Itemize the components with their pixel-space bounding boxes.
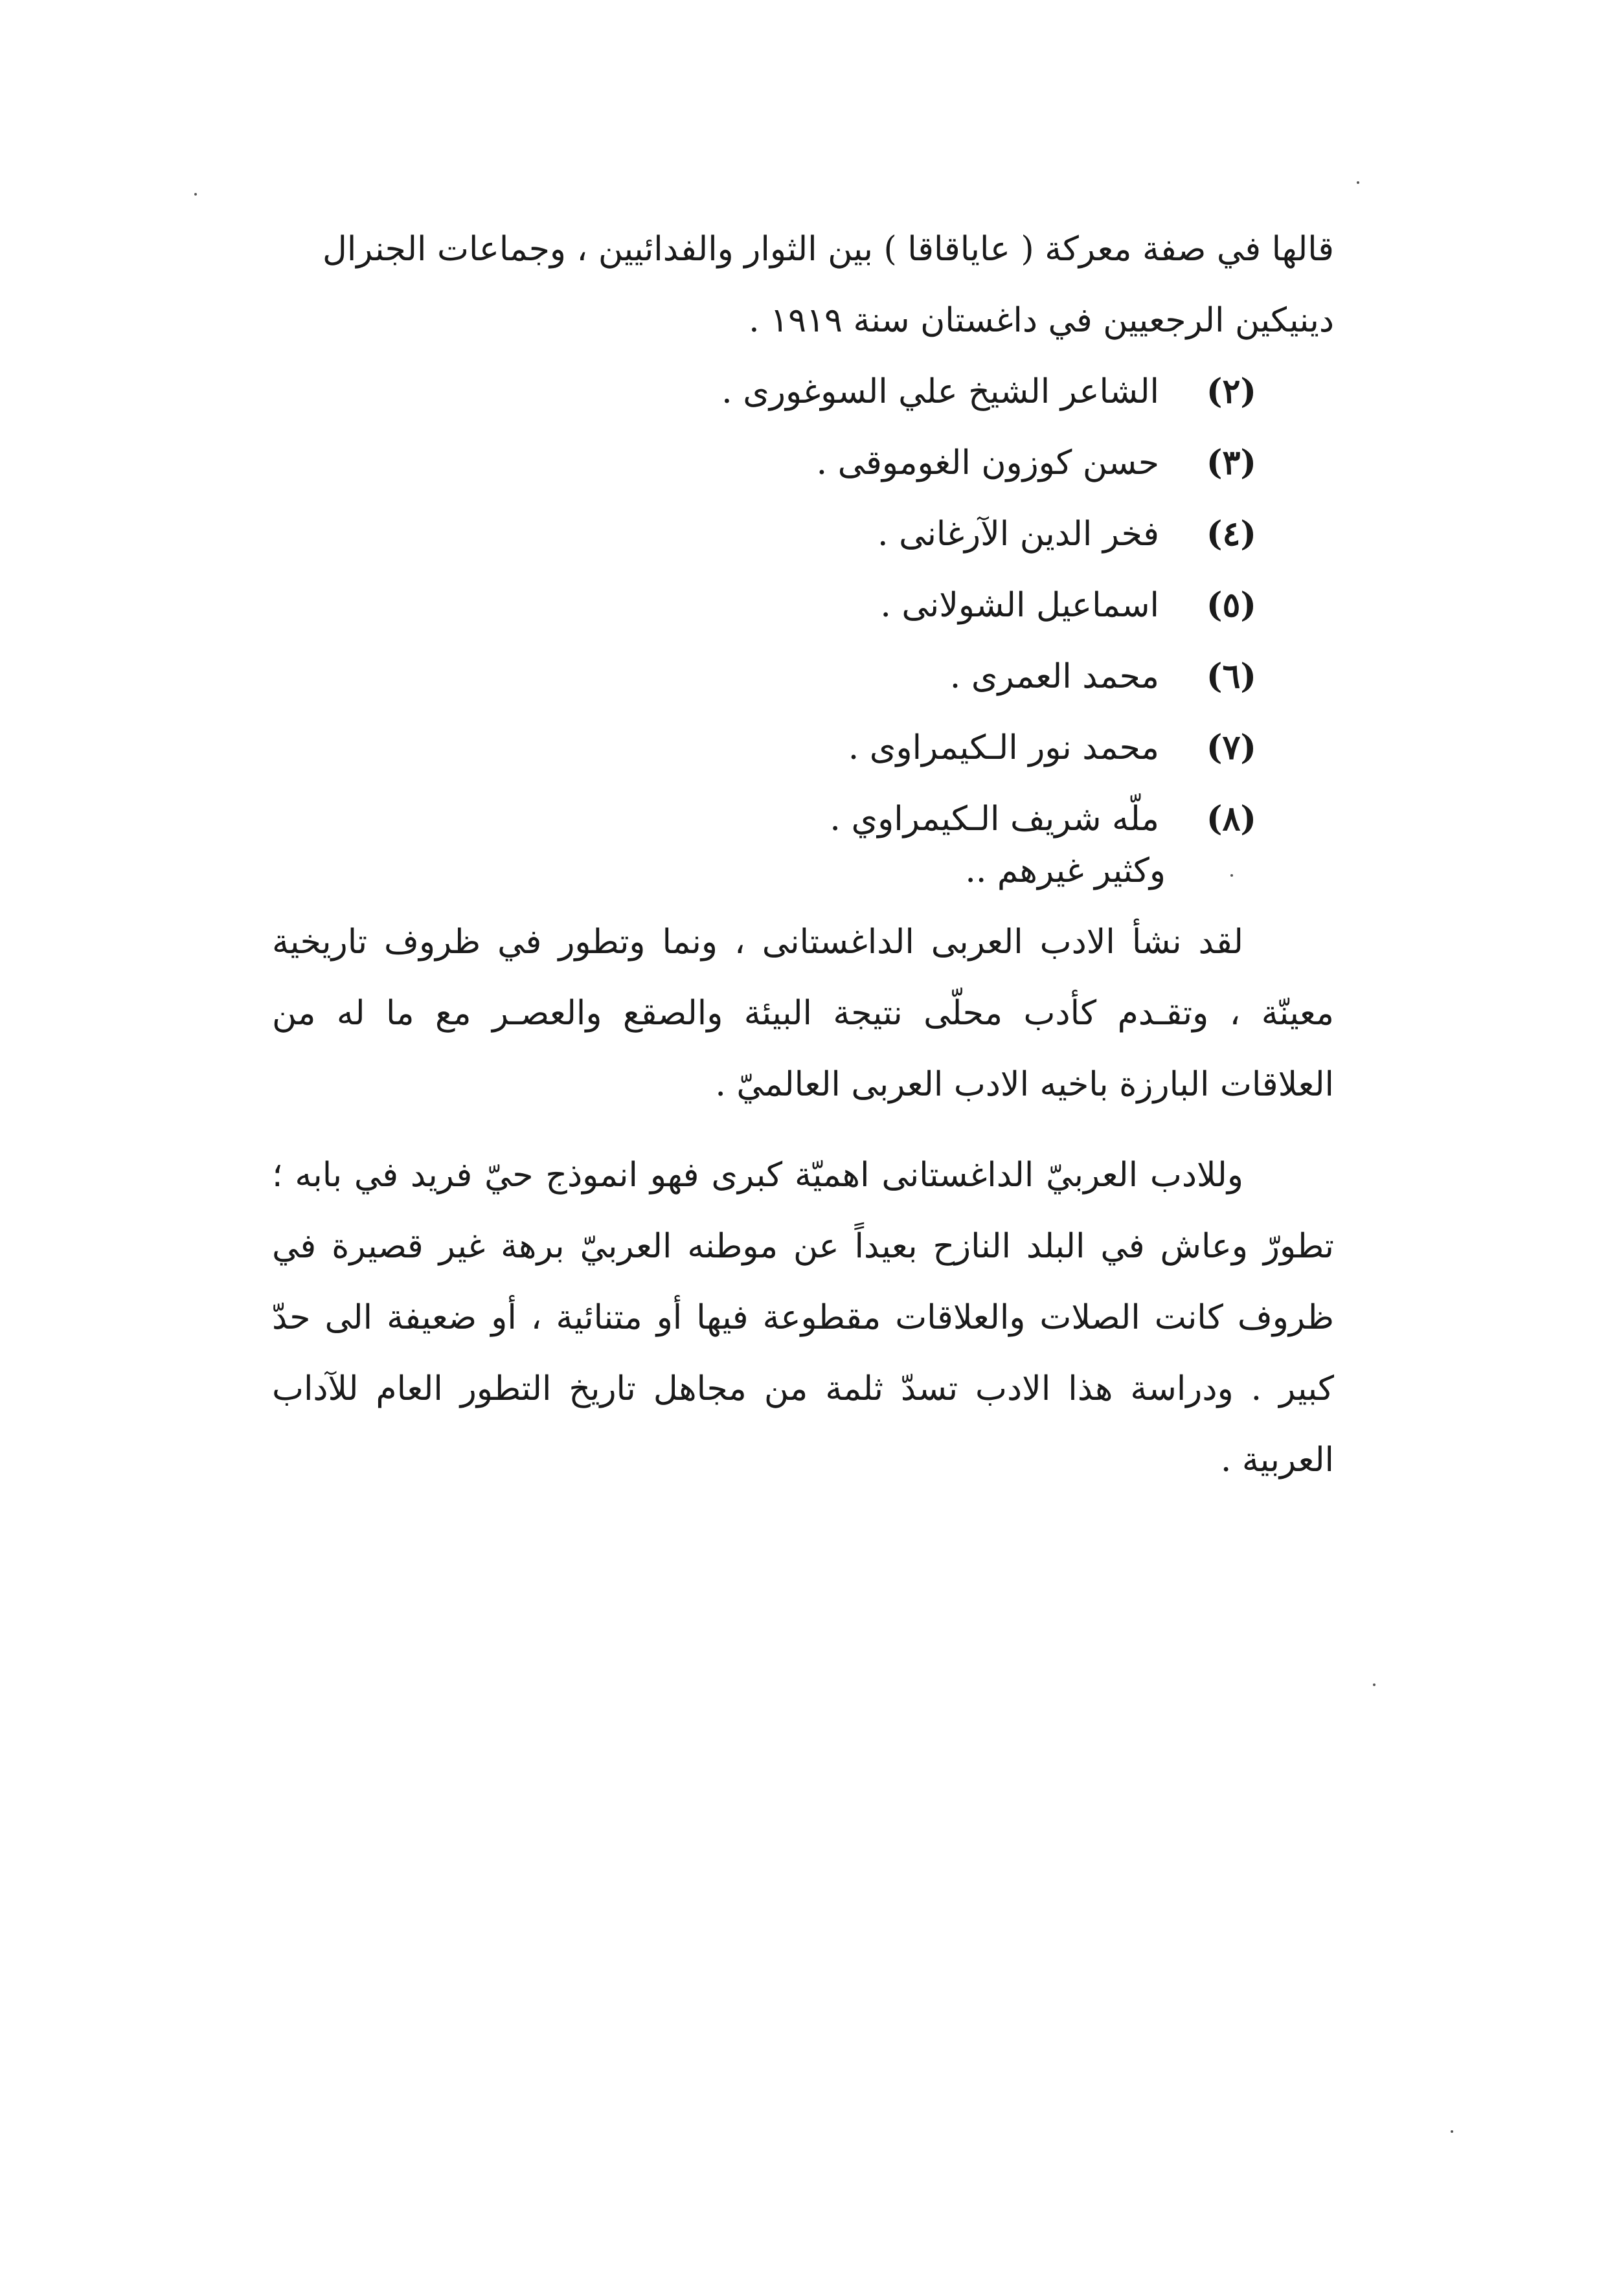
list-item-number: (٤): [1206, 514, 1256, 554]
scan-speck: [194, 193, 197, 196]
scan-speck: [1373, 1683, 1376, 1686]
list-item: [721, 641, 1256, 712]
intro-line-2: دينيكين الرجعيين في داغستان سنة ١٩١٩ .: [749, 301, 1334, 340]
list-item-number: (٦): [1206, 657, 1256, 696]
list-item-name: اسماعيل الشولانى .: [880, 586, 1159, 625]
list-item: [721, 570, 1256, 641]
scan-speck: [1451, 2130, 1453, 2133]
list-item-number: (٧): [1206, 728, 1256, 767]
list-item-name: ملّه شريف الـكيمراوي .: [830, 800, 1159, 838]
paragraph-text: لقد نشأ الادب العربى الداغستانى ، ونما وتطور في ظروف تاريخية معينّة ، وتقـدم كأدب محلّى نتيجة البيئة والصقع والعصـر مع ما له من العلاقات البارزة باخيه الادب العربى العالميّ .: [272, 923, 1334, 1104]
list-item-name: محمد العمرى .: [949, 657, 1159, 696]
body-paragraph-1: [272, 906, 1334, 1120]
list-item-number: (٥): [1206, 585, 1256, 625]
closing-line: وكثير غيرهم ..: [965, 851, 1166, 890]
list-item-number: (٢): [1206, 372, 1256, 411]
list-item-number: (٣): [1206, 443, 1256, 482]
list-item-name: الشاعر الشيخ علي السوغورى .: [721, 372, 1159, 411]
list-item-name: محمد نور الـكيمراوى .: [848, 728, 1159, 767]
list-item: [721, 356, 1256, 427]
intro-line-1: قالها في صفة معركة ( عاياقاقا ) بين الثوار والفدائيين ، وجماعات الجنرال: [323, 230, 1334, 269]
list-item: [721, 499, 1256, 570]
scan-speck: [1357, 181, 1359, 184]
scan-speck: [1230, 874, 1233, 877]
list-item: [721, 427, 1256, 499]
paragraph-text: وللادب العربيّ الداغستانى اهميّة كبرى فهو انموذج حيّ فريد في بابه ؛ تطورّ وعاش في البلد النازح بعيداً عن موطنه العربيّ برهة غير قصيرة في ظروف كانت الصلات والعلاقات مقطوعة فيها أو متنائية ، أو ضعيفة الى حدّ كبير . ودراسة هذا الادب تسدّ ثلمة من مجاهل تاريخ التطور العام للآداب العربية .: [272, 1156, 1334, 1480]
intro-paragraph: [272, 214, 1334, 356]
list-item: [721, 712, 1256, 783]
body-paragraph-2: [272, 1140, 1334, 1496]
list-item-name: حسن كوزون الغوموقى .: [816, 444, 1159, 482]
poets-list: [721, 356, 1256, 855]
list-item-name: فخر الدين الآرغانى .: [877, 515, 1159, 554]
list-item-number: (٨): [1206, 799, 1256, 838]
